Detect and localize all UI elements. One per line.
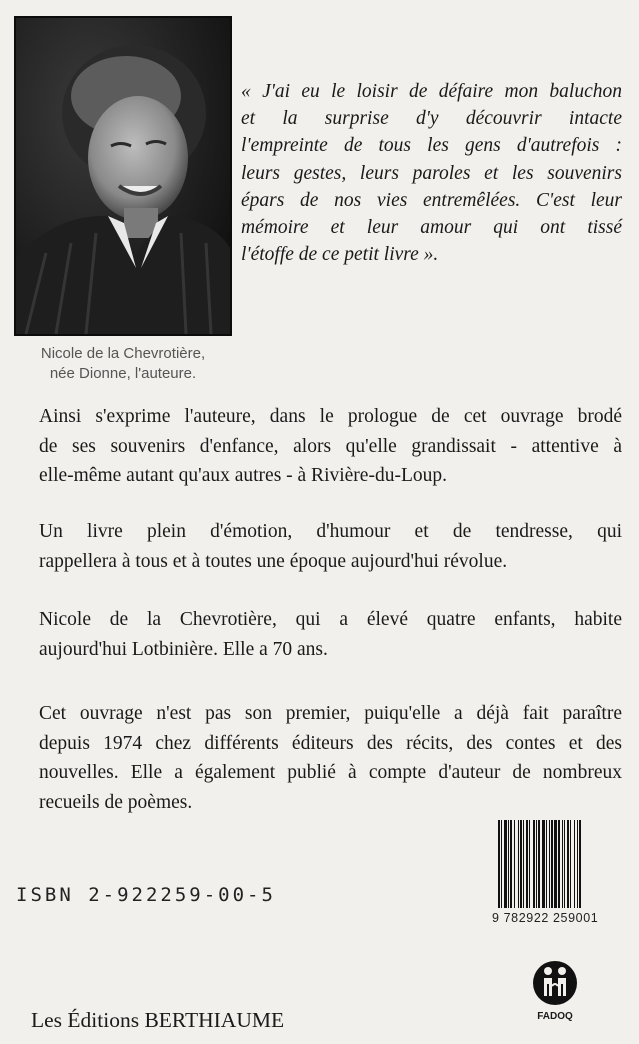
barcode-bar xyxy=(501,820,502,908)
author-portrait-icon xyxy=(16,18,230,334)
paragraph-line: de ses souvenirs d'enfance, alors qu'elle grandissait - attentive à xyxy=(39,435,622,457)
barcode-bar xyxy=(514,820,515,908)
paragraph-2 xyxy=(39,517,622,576)
paragraph-line: elle-même autant qu'aux autres - à Rivière-du-Loup. xyxy=(39,465,447,486)
barcode-bar xyxy=(567,820,569,908)
photo-caption xyxy=(14,344,232,384)
author-quote xyxy=(241,78,622,268)
barcode-bar xyxy=(538,820,540,908)
barcode-bar xyxy=(533,820,535,908)
paragraph-line: Cet ouvrage n'est pas son premier, puiqu'elle a déjà fait paraître xyxy=(39,703,622,724)
fadoq-logo xyxy=(532,958,578,1022)
barcode-bar xyxy=(520,820,522,908)
isbn-number: ISBN 2-922259-00-5 xyxy=(16,884,276,906)
paragraph-line: aujourd'hui Lotbinière. Elle a 70 ans. xyxy=(39,638,328,660)
paragraph-line: nouvelles. Elle a également publié à compte d'auteur de nombreux xyxy=(39,762,622,783)
barcode-bar xyxy=(558,820,560,908)
barcode-bar xyxy=(529,820,530,908)
barcode-bar xyxy=(549,820,550,908)
quote-line: épars de nos vies entremêlées. C'est leur xyxy=(241,189,622,211)
barcode-bar xyxy=(498,820,500,908)
barcode-bar xyxy=(518,820,519,908)
paragraph-1 xyxy=(39,402,622,491)
barcode-bar xyxy=(577,820,578,908)
barcode-bar xyxy=(526,820,528,908)
barcode-bar xyxy=(554,820,557,908)
fadoq-logo-icon xyxy=(532,958,578,1008)
barcode-bar xyxy=(551,820,553,908)
quote-line: et la surprise d'y découvrir intacte xyxy=(241,108,622,130)
barcode-bar xyxy=(564,820,565,908)
publisher-name: Les Éditions BERTHIAUME xyxy=(31,1008,285,1032)
paragraph-line: rappellera à tous et à toutes une époque aujourd'hui révolue. xyxy=(39,550,508,572)
paragraph-line: Nicole de la Chevrotière, qui a élevé quatre enfants, habite xyxy=(39,609,622,630)
paragraph-line: recueils de poèmes. xyxy=(39,791,193,813)
paragraph-line: Ainsi s'exprime l'auteure, dans le prologue de cet ouvrage brodé xyxy=(39,406,622,427)
quote-line: l'empreinte de tous les gens d'autrefois : xyxy=(241,135,622,157)
author-photo xyxy=(14,16,232,336)
paragraph-line: Un livre plein d'émotion, d'humour et de tendresse, qui xyxy=(39,521,622,542)
barcode-bar xyxy=(504,820,507,908)
paragraph-3 xyxy=(39,605,622,664)
barcode-bar xyxy=(536,820,537,908)
barcode-bar xyxy=(508,820,509,908)
barcode-bar xyxy=(574,820,575,908)
barcode-bar xyxy=(579,820,581,908)
barcode-bar xyxy=(570,820,571,908)
barcode-bar xyxy=(510,820,512,908)
barcode-bar xyxy=(542,820,545,908)
barcode-digits: 9 782922 259001 xyxy=(492,911,599,925)
barcode-bar xyxy=(546,820,547,908)
fadoq-label: FADOQ xyxy=(537,1011,573,1022)
quote-line: leurs gestes, leurs paroles et les souvenirs xyxy=(241,162,622,184)
quote-line: « J'ai eu le loisir de défaire mon baluchon xyxy=(241,81,622,102)
quote-line: mémoire et leur amour qui ont tissé xyxy=(241,217,622,239)
paragraph-4 xyxy=(39,699,622,817)
barcode-bar xyxy=(523,820,524,908)
caption-line-1: Nicole de la Chevrotière, xyxy=(40,345,206,362)
barcode-icon xyxy=(492,820,623,928)
barcode-bar xyxy=(562,820,563,908)
paragraph-line: depuis 1974 chez différents éditeurs des récits, des contes et des xyxy=(39,732,622,754)
barcode-bars xyxy=(498,820,618,908)
quote-line: l'étoffe de ce petit livre ». xyxy=(241,244,439,266)
caption-line-2: née Dionne, l'auteure. xyxy=(49,365,197,382)
